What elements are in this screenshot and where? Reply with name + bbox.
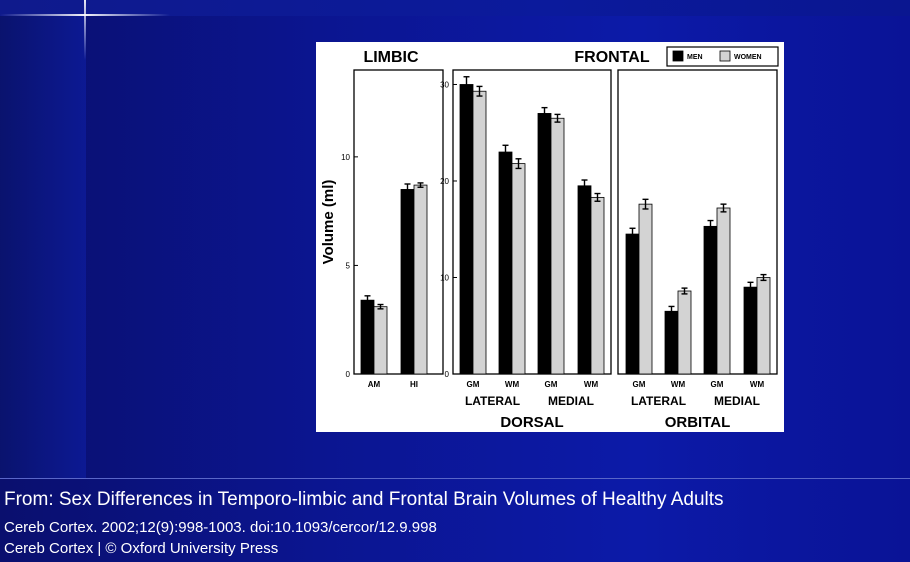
bar-women-gm: [473, 91, 486, 374]
bar-chart: [316, 42, 784, 432]
y-axis-label: Volume (ml): [320, 179, 337, 265]
y-tick-label: 10: [341, 152, 350, 162]
bar-men-wm: [578, 186, 591, 374]
bar-men-am: [361, 300, 374, 374]
bar-men-gm: [704, 226, 717, 374]
y-tick-label: 10: [440, 273, 449, 283]
bar-women-am: [374, 307, 387, 374]
y-tick-label: 5: [345, 261, 350, 271]
x-tick-label: WM: [504, 380, 520, 389]
subgroup-label: MEDIAL: [548, 394, 594, 408]
y-tick-label: 30: [440, 80, 449, 90]
x-tick-label: GM: [710, 380, 724, 389]
figure-publisher: Cereb Cortex | © Oxford University Press: [4, 540, 279, 557]
subgroup-label: MEDIAL: [714, 394, 760, 408]
bar-men-hi: [401, 189, 414, 374]
subgroup-label: LATERAL: [630, 394, 687, 408]
slide-left-band: [0, 16, 86, 478]
bar-men-gm: [460, 84, 473, 374]
legend-label-men: MEN: [687, 54, 703, 61]
bar-women-wm: [591, 197, 604, 374]
group-label: ORBITAL: [664, 414, 731, 431]
caption-divider: [0, 478, 910, 479]
sparkle-decoration-vertical: [84, 0, 86, 60]
legend-swatch-men: [673, 51, 683, 61]
chart-title-limbic: LIMBIC: [363, 49, 419, 66]
figure-citation: Cereb Cortex. 2002;12(9):998-1003. doi:10.1093/cercor/12.9.998: [4, 519, 437, 536]
y-tick-label: 0: [345, 370, 350, 379]
bar-women-wm: [512, 164, 525, 374]
bar-women-gm: [551, 118, 564, 374]
x-tick-label: GM: [632, 380, 646, 389]
bar-men-gm: [538, 113, 551, 374]
bar-women-hi: [414, 185, 427, 374]
bar-women-wm: [757, 277, 770, 374]
bar-women-gm: [717, 208, 730, 374]
x-tick-label: HI: [410, 380, 418, 389]
bar-women-gm: [639, 204, 652, 374]
bar-men-gm: [626, 234, 639, 374]
x-tick-label: WM: [749, 380, 765, 389]
legend-swatch-women: [720, 51, 730, 61]
chart-title-frontal: FRONTAL: [574, 49, 650, 66]
figure-panel: [316, 42, 784, 432]
bar-men-wm: [665, 311, 678, 374]
group-label: DORSAL: [500, 414, 564, 431]
x-tick-label: AM: [367, 380, 381, 389]
bar-men-wm: [499, 152, 512, 374]
bar-men-wm: [744, 287, 757, 374]
x-tick-label: WM: [583, 380, 599, 389]
legend-label-women: WOMEN: [734, 54, 762, 61]
y-tick-label: 20: [440, 176, 449, 186]
bar-women-wm: [678, 291, 691, 374]
x-tick-label: GM: [466, 380, 480, 389]
figure-source-title: From: Sex Differences in Temporo-limbic and Frontal Brain Volumes of Healthy Adults: [4, 489, 724, 510]
x-tick-label: GM: [544, 380, 558, 389]
x-tick-label: WM: [670, 380, 686, 389]
subgroup-label: LATERAL: [464, 394, 521, 408]
y-tick-label: 0: [444, 370, 449, 379]
